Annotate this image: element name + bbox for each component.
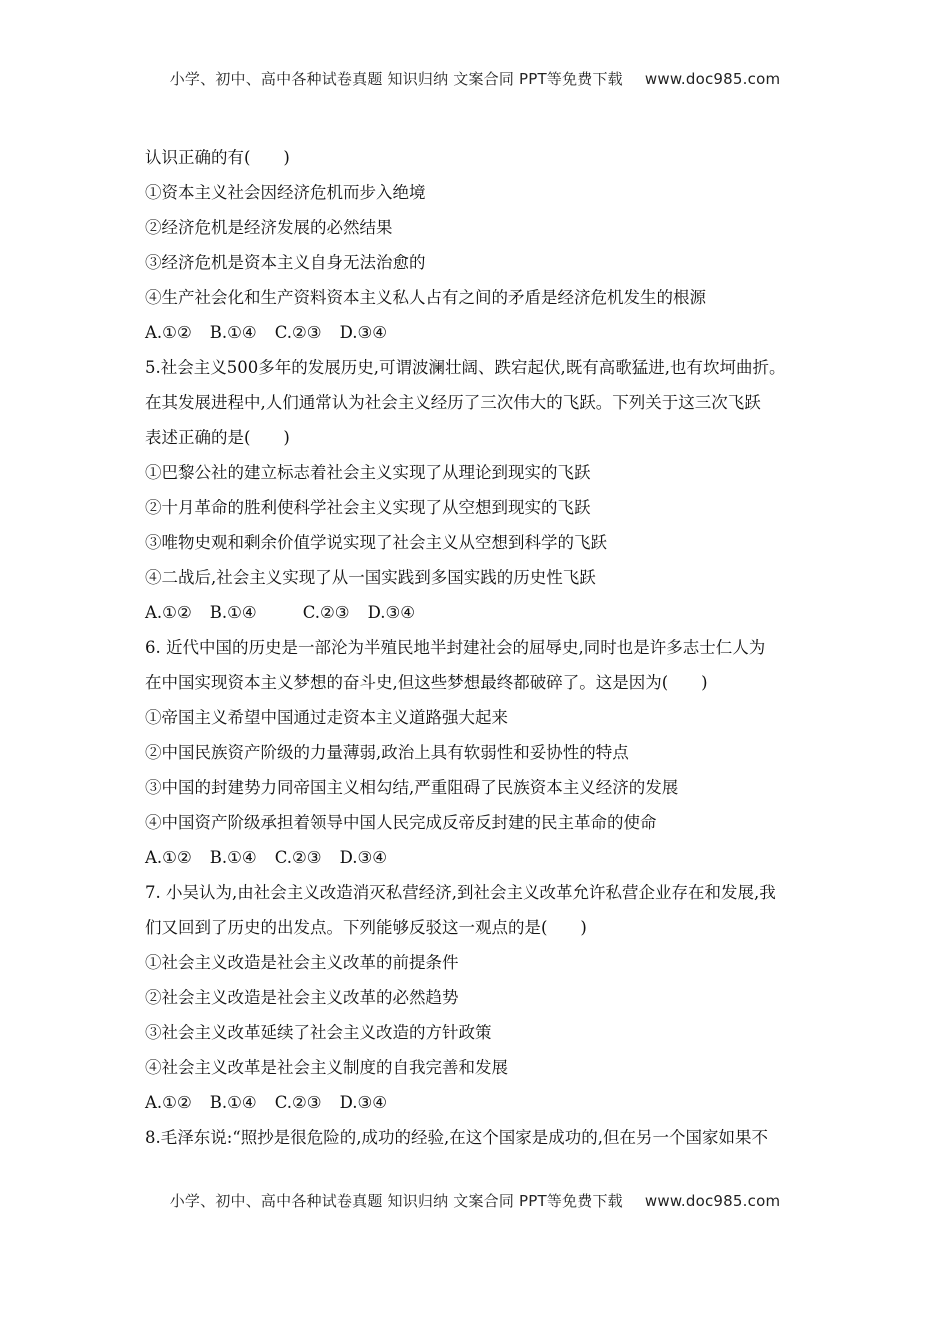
answer-b: B.①④ (209, 848, 257, 867)
answer-d: D.③④ (339, 1093, 388, 1112)
answer-b: B.①④ (209, 603, 257, 622)
answer-a: A.①② (145, 323, 192, 342)
header-text: 小学、初中、高中各种试卷真题 知识归纳 文案合同 PPT等免费下载 (169, 70, 623, 88)
question-7 (145, 875, 825, 1120)
answer-choices (145, 840, 825, 875)
question-stem-line: 在其发展进程中,人们通常认为社会主义经历了三次伟大的飞跃。下列关于这三次飞跃 (145, 393, 761, 412)
option-3: ③中国的封建势力同帝国主义相勾结,严重阻碍了民族资本主义经济的发展 (145, 778, 679, 797)
question-5 (145, 350, 825, 630)
question-stem-line: 5.社会主义500多年的发展历史,可谓波澜壮阔、跌宕起伏,既有高歌猛进,也有坎坷曲折。 (145, 358, 786, 377)
option-4: ④中国资产阶级承担着领导中国人民完成反帝反封建的民主革命的使命 (145, 813, 657, 832)
question-stem-line: 们又回到了历史的出发点。下列能够反驳这一观点的是( ) (145, 918, 587, 937)
answer-choices (145, 595, 825, 630)
option-4: ④二战后,社会主义实现了从一国实践到多国实践的历史性飞跃 (145, 568, 596, 587)
question-stem-line: 8.毛泽东说:“照抄是很危险的,成功的经验,在这个国家是成功的,但在另一个国家如果不 (145, 1128, 768, 1147)
question-stem: 认识正确的有( ) (145, 148, 290, 167)
question-stem-line: 6. 近代中国的历史是一部沦为半殖民地半封建社会的屈辱史,同时也是许多志士仁人为 (145, 638, 766, 657)
answer-d: D.③④ (367, 603, 416, 622)
option-2: ②中国民族资产阶级的力量薄弱,政治上具有软弱性和妥协性的特点 (145, 743, 629, 762)
answer-d: D.③④ (339, 848, 388, 867)
option-1: ①社会主义改造是社会主义改革的前提条件 (145, 953, 459, 972)
answer-choices (145, 1085, 825, 1120)
option-3: ③社会主义改革延续了社会主义改造的方针政策 (145, 1023, 492, 1042)
answer-a: A.①② (145, 603, 192, 622)
footer-text: 小学、初中、高中各种试卷真题 知识归纳 文案合同 PPT等免费下载 (169, 1192, 623, 1210)
answer-b: B.①④ (209, 323, 257, 342)
question-stem-line: 7. 小吴认为,由社会主义改造消灭私营经济,到社会主义改革允许私营企业存在和发展,我 (145, 883, 776, 902)
question-8 (145, 1120, 825, 1155)
answer-c: C.②③ (274, 1093, 322, 1112)
document-body (145, 140, 825, 1155)
option-1: ①帝国主义希望中国通过走资本主义道路强大起来 (145, 708, 508, 727)
page-header (0, 68, 950, 89)
answer-a: A.①② (145, 848, 192, 867)
option-2: ②十月革命的胜利使科学社会主义实现了从空想到现实的飞跃 (145, 498, 591, 517)
option-2: ②社会主义改造是社会主义改革的必然趋势 (145, 988, 459, 1007)
option-4: ④社会主义改革是社会主义制度的自我完善和发展 (145, 1058, 508, 1077)
question-4 (145, 140, 825, 350)
question-6 (145, 630, 825, 875)
footer-site-link[interactable]: www.doc985.com (644, 1192, 781, 1210)
answer-b: B.①④ (209, 1093, 257, 1112)
option-1: ①巴黎公社的建立标志着社会主义实现了从理论到现实的飞跃 (145, 463, 591, 482)
option-1: ①资本主义社会因经济危机而步入绝境 (145, 183, 426, 202)
option-3: ③经济危机是资本主义自身无法治愈的 (145, 253, 426, 272)
header-site-link[interactable]: www.doc985.com (644, 70, 781, 88)
answer-d: D.③④ (339, 323, 388, 342)
answer-c: C.②③ (274, 848, 322, 867)
answer-a: A.①② (145, 1093, 192, 1112)
option-2: ②经济危机是经济发展的必然结果 (145, 218, 393, 237)
question-stem-line: 在中国实现资本主义梦想的奋斗史,但这些梦想最终都破碎了。这是因为( ) (145, 673, 708, 692)
page-footer (0, 1190, 950, 1211)
question-stem-line: 表述正确的是( ) (145, 428, 290, 447)
option-4: ④生产社会化和生产资料资本主义私人占有之间的矛盾是经济危机发生的根源 (145, 288, 706, 307)
answer-c: C.②③ (302, 603, 350, 622)
option-3: ③唯物史观和剩余价值学说实现了社会主义从空想到科学的飞跃 (145, 533, 607, 552)
answer-choices (145, 315, 825, 350)
answer-c: C.②③ (274, 323, 322, 342)
